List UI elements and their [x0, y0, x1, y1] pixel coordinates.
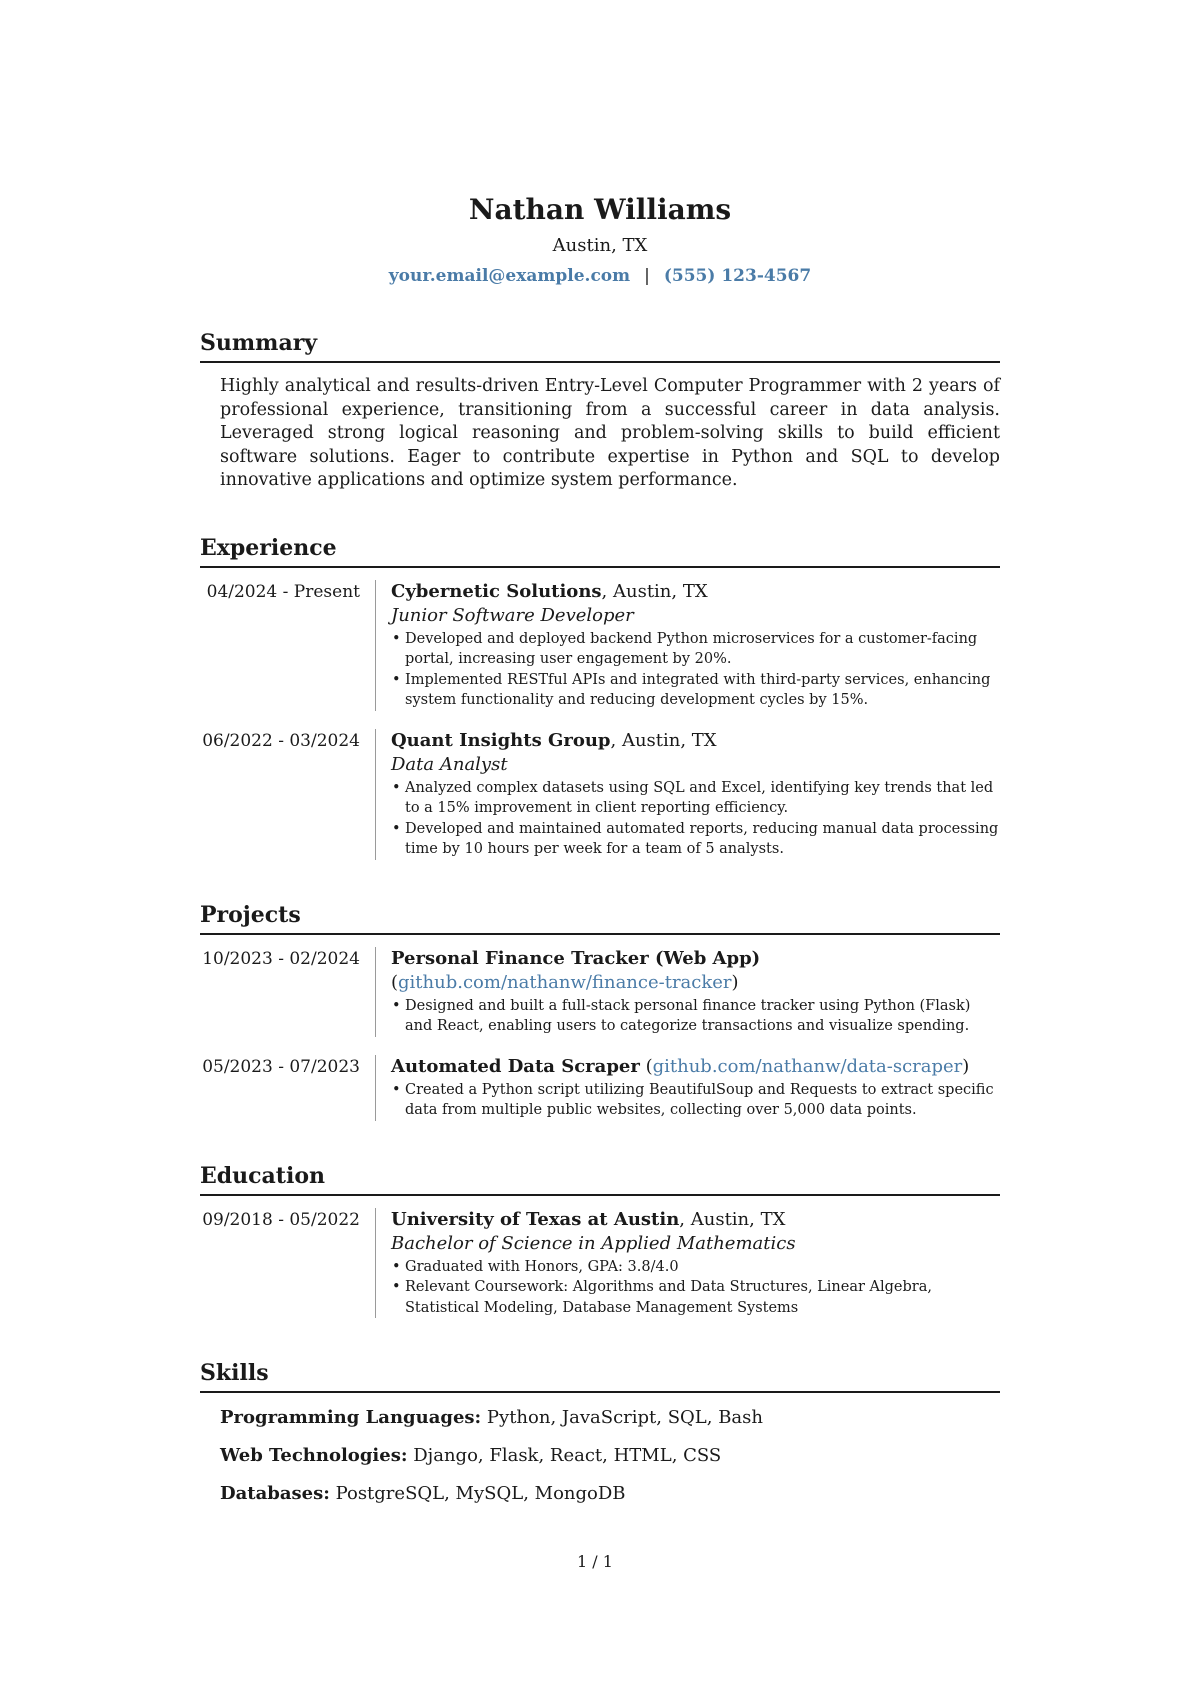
- entry-title: [391, 580, 1000, 604]
- project-link[interactable]: github.com/nathanw/data-scraper: [652, 1055, 963, 1077]
- section-divider: [200, 566, 1000, 568]
- page-number: 1 / 1: [577, 1552, 613, 1571]
- contact-line: [200, 264, 1000, 288]
- entry-body: [376, 1055, 1000, 1121]
- entry-body: [376, 580, 1000, 711]
- entry-date: 09/2018 - 05/2022: [200, 1208, 376, 1319]
- company-name: Cybernetic Solutions: [391, 580, 602, 602]
- project-entry: [200, 947, 1000, 1037]
- skills-section: [200, 1358, 1000, 1507]
- candidate-location: Austin, TX: [552, 235, 648, 256]
- summary-text: Highly analytical and results-driven Entry-Level Computer Programmer with 2 years of professional experience, transitioning from a successful career in data analysis. Leveraged strong logical reasoning and problem-solving skills to build efficient software solutions. Eager to contribute expertise in Python and SQL to develop innovative applications and optimize system performance.: [220, 376, 1000, 490]
- skill-label: Databases:: [220, 1483, 330, 1504]
- section-title-skills: Skills: [200, 1360, 269, 1386]
- candidate-name: Nathan Williams: [468, 193, 732, 226]
- paren-open: (: [391, 971, 399, 993]
- summary-section: [200, 328, 1000, 493]
- skill-value: PostgreSQL, MySQL, MongoDB: [329, 1483, 626, 1504]
- bullet-list: [391, 629, 1000, 711]
- bullet-item: • Designed and built a full-stack personal finance tracker using Python (Flask) and React, enabling users to categorize transactions and visualize spending.: [391, 996, 1000, 1037]
- contact-separator: |: [644, 266, 650, 286]
- bullet-list: [391, 1080, 1000, 1121]
- resume-header: [200, 190, 1000, 288]
- education-section: [200, 1161, 1000, 1319]
- entry-title: [391, 947, 1000, 995]
- bullet-item: • Developed and deployed backend Python microservices for a customer-facing portal, increasing user engagement by 20%.: [391, 629, 1000, 670]
- project-link[interactable]: github.com/nathanw/finance-tracker: [398, 971, 732, 993]
- entry-date: 05/2023 - 07/2023: [200, 1055, 376, 1121]
- phone-link[interactable]: (555) 123-4567: [663, 266, 812, 286]
- paren-close: ): [962, 1055, 970, 1077]
- project-name: Automated Data Scraper: [391, 1055, 640, 1077]
- company-location: , Austin, TX: [601, 580, 708, 602]
- experience-section: [200, 533, 1000, 860]
- entry-date: 04/2024 - Present: [200, 580, 376, 711]
- resume-content: [200, 190, 1000, 1519]
- section-divider: [200, 933, 1000, 935]
- entry-title: [391, 729, 1000, 753]
- entry-body: [376, 729, 1000, 860]
- skills-list: [220, 1405, 1000, 1507]
- paren-open: (: [639, 1055, 653, 1077]
- project-entry: [200, 1055, 1000, 1121]
- company-location: , Austin, TX: [610, 729, 717, 751]
- school-location: , Austin, TX: [679, 1208, 786, 1230]
- project-name: Personal Finance Tracker (Web App): [391, 947, 761, 969]
- bullet-list: [391, 996, 1000, 1037]
- company-name: Quant Insights Group: [391, 729, 611, 751]
- entry-body: [376, 947, 1000, 1037]
- section-divider: [200, 1391, 1000, 1393]
- bullet-item: • Created a Python script utilizing BeautifulSoup and Requests to extract specific data from multiple public websites, collecting over 5,000 data points.: [391, 1080, 1000, 1121]
- bullet-item: • Implemented RESTful APIs and integrated with third-party services, enhancing system functionality and reducing development cycles by 15%.: [391, 670, 1000, 711]
- skill-row: [220, 1405, 1000, 1431]
- section-title-education: Education: [200, 1162, 325, 1189]
- paren-close: ): [731, 971, 739, 993]
- section-divider: [200, 1194, 1000, 1196]
- entry-title: [391, 1055, 1000, 1079]
- school-name: University of Texas at Austin: [391, 1208, 680, 1230]
- bullet-item: • Analyzed complex datasets using SQL and Excel, identifying key trends that led to a 15% improvement in client reporting efficiency.: [391, 778, 1000, 819]
- bullet-item: • Relevant Coursework: Algorithms and Data Structures, Linear Algebra, Statistical Modeling, Database Management Systems: [391, 1277, 1000, 1318]
- bullet-item: • Developed and maintained automated reports, reducing manual data processing time by 10 hours per week for a team of 5 analysts.: [391, 819, 1000, 860]
- skill-row: [220, 1481, 1000, 1507]
- section-title-projects: Projects: [200, 901, 301, 928]
- experience-entry: [200, 729, 1000, 860]
- skill-row: [220, 1443, 1000, 1469]
- bullet-list: [391, 778, 1000, 860]
- skill-label: Programming Languages:: [220, 1407, 482, 1428]
- job-title: Data Analyst: [391, 753, 508, 775]
- experience-entry: [200, 580, 1000, 711]
- entry-date: 06/2022 - 03/2024: [200, 729, 376, 860]
- skill-value: Django, Flask, React, HTML, CSS: [407, 1445, 722, 1466]
- bullet-item: • Graduated with Honors, GPA: 3.8/4.0: [391, 1257, 1000, 1278]
- degree-title: Bachelor of Science in Applied Mathematics: [391, 1232, 796, 1254]
- email-link[interactable]: your.email@example.com: [388, 266, 631, 286]
- entry-body: [376, 1208, 1000, 1319]
- skill-value: Python, JavaScript, SQL, Bash: [481, 1407, 763, 1428]
- job-title: Junior Software Developer: [391, 604, 634, 626]
- entry-title: [391, 1208, 1000, 1232]
- skill-label: Web Technologies:: [220, 1445, 408, 1466]
- entry-date: 10/2023 - 02/2024: [200, 947, 376, 1037]
- section-title-summary: Summary: [200, 330, 318, 356]
- section-title-experience: Experience: [200, 534, 337, 561]
- projects-section: [200, 900, 1000, 1121]
- section-divider: [200, 361, 1000, 363]
- education-entry: [200, 1208, 1000, 1319]
- bullet-list: [391, 1257, 1000, 1319]
